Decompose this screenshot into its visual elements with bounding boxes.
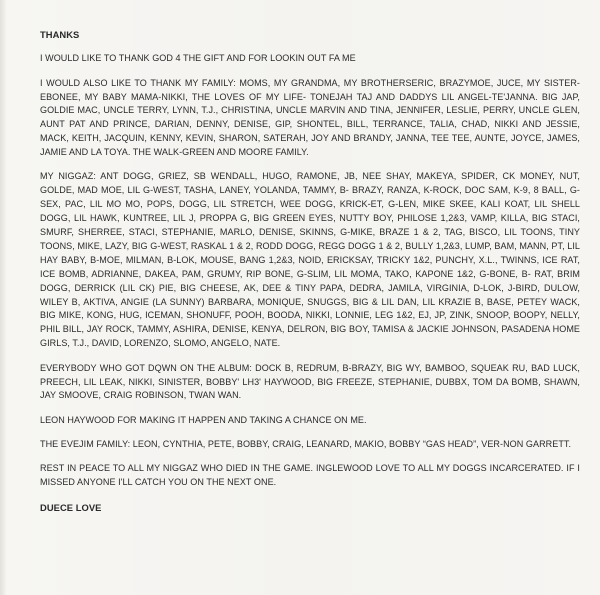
paragraph-family: I WOULD ALSO LIKE TO THANK MY FAMILY: MOMS, MY GRANDMA, MY BROTHERSERIC, BRAZYMOE, JUCE, MY SISTER-EBONEE, MY BABY MAMA-NIKKI, THE LOVES OF MY LIFE- TONEJAH TAJ AND DADDYS LIL ANGEL-TE'JANNA. BIG JAP, GOLDIE MAC, UNCLE TERRY, LYNN, T.J., CHRISTINA, UNCLE MARVIN AND TINA, JENNIFER, LESLIE, PERRY, UNCLE GLEN, AUNT PAT AND PRINCE, DARIAN, DENNY, DENISE, GIP, SHONTEL, BILL, TERRANCE, TALIA, CHAD, NIKKI AND JESSIE, MACK, KEITH, JACQUIN, KENNY, KEVIN, SHARON, SATERAH, JOY AND BRANDY, JANNA, TEE TEE, AUNTE, JOYCE, JAMES, JAMIE AND LA TOYA. THE WALK-GREEN AND MOORE FAMILY. (40, 77, 580, 158)
paragraph-god: I WOULD LIKE TO THANK GOD 4 THE GIFT AND FOR LOOKIN OUT FA ME (40, 53, 356, 64)
signoff: DUECE LOVE (40, 501, 102, 513)
page-edge-shadow (0, 0, 6, 595)
paragraph-evejim-family: THE EVEJIM FAMILY: LEON, CYNTHIA, PETE, BOBBY, CRAIG, LEANARD, MAKIO, BOBBY “GAS HEAD”, VER-NON GARRETT. (40, 439, 572, 449)
thanks-text-block (40, 28, 580, 525)
paragraph-leon-haywood: LEON HAYWOOD FOR MAKING IT HAPPEN AND TAKING A CHANCE ON ME. (40, 414, 367, 425)
paragraph-friends: MY NIGGAZ: ANT DOGG, GRIEZ, SB WENDALL, HUGO, RAMONE, JB, NEE SHAY, MAKEYA, SPIDER, CK MONEY, NUT, GOLDE, MAD MOE, LIL G-WEST, TASHA, LANEY, YOLANDA, TAMMY, B- BRAZY, RANZA, K-ROCK, DOC SAM, K-9, 8 BALL, G-SEX, PAC, LIL MO MO, POPS, DOGG, LIL STRETCH, WEE DOGG, KRICK-ET, G-LEN, MIKE SKEE, KALI KOAT, LIL SHELL DOGG, LIL HAWK, KUNTREE, LIL J, PROPPA G, BIG GREEN EYES, NUTTY BOY, PHILOSE 1,2&3, VAMP, KILLA, BIG STACI, SMURF, SHERREE, STACI, STEPHANIE, MARLO, DENISE, SKINNS, G-MIKE, BRAZE 1 & 2, TAG, BISCO, LIL TOONS, TINY TOONS, MIKE, LAZY, BIG G-WEST, RASKAL 1 & 2, RODD DOGG, REGG DOGG 1 & 2, BULLY 1,2&3, LUMP, BAM, MANN, PT, LIL HAY BABY, B-MOE, MILMAN, B-LOK, MOUSE, BANG 1,2&3, NOID, ERICKSAY, TRICKY 1&2, PUNCHY, X.L., TWINNS, ICE RAT, ICE BOMB, ADRIANNE, DAKEA, PAM, GRUMY, RIP BONE, G-SLIM, LIL MOMA, TAKO, KAPONE 1&2, G-BONE, B- RAT, BRIM DOGG, DERRICK (LIL CK) PIE, BIG CHEESE, AK, DEE & TINY PAPA, DEDRA, JAMILA, VIRGINIA, D-LOK, J-BIRD, DULOW, WILEY B, AKTIVA, ANGIE (LA SUNNY) BARBARA, MONIQUE, SNUGGS, BIG & LIL DAN, LIL KRAZIE B, BASE, PETEY WACK, BIG MIKE, KONG, HUG, ICEMAN, SHONUFF, POOH, BOODA, NIKKI, LONNIE, LEG 1&2, EJ, JP, ZINK, SNOOP, BOOPY, NELLY, PHIL BILL, JAY ROCK, TAMMY, ASHIRA, DENISE, KENYA, DELRON, BIG BOY, TAMISA & JACKIE JOHNSON, PASADENA HOME GIRLS, T.J., DAVID, LORENZO, SLOMO, ANGELO, NATE. (40, 171, 580, 349)
thanks-heading: THANKS (40, 29, 80, 40)
paragraph-album-contributors: EVERYBODY WHO GOT DQWN ON THE ALBUM: DOCK B, REDRUM, B-BRAZY, BIG WY, BAMBOO, SQUEAK RU, BAD LUCK, PREECH, LIL LEAK, NIKKI, SINISTER, BOBBY' LH3' HAYWOOD, BIG FREEZE, STEPHANIE, DUBBX, TOM DA BOMB, SHAWN, JAY SMOOVE, CRAIG ROBINSON, TWAN WAN. (40, 362, 580, 401)
paragraph-rest-in-peace: REST IN PEACE TO ALL MY NIGGAZ WHO DIED IN THE GAME. INGLEWOOD LOVE TO ALL MY DOGGS INCARCERATED. IF I MISSED ANYONE I'LL CATCH YOU ON THE NEXT ONE. (40, 463, 580, 488)
